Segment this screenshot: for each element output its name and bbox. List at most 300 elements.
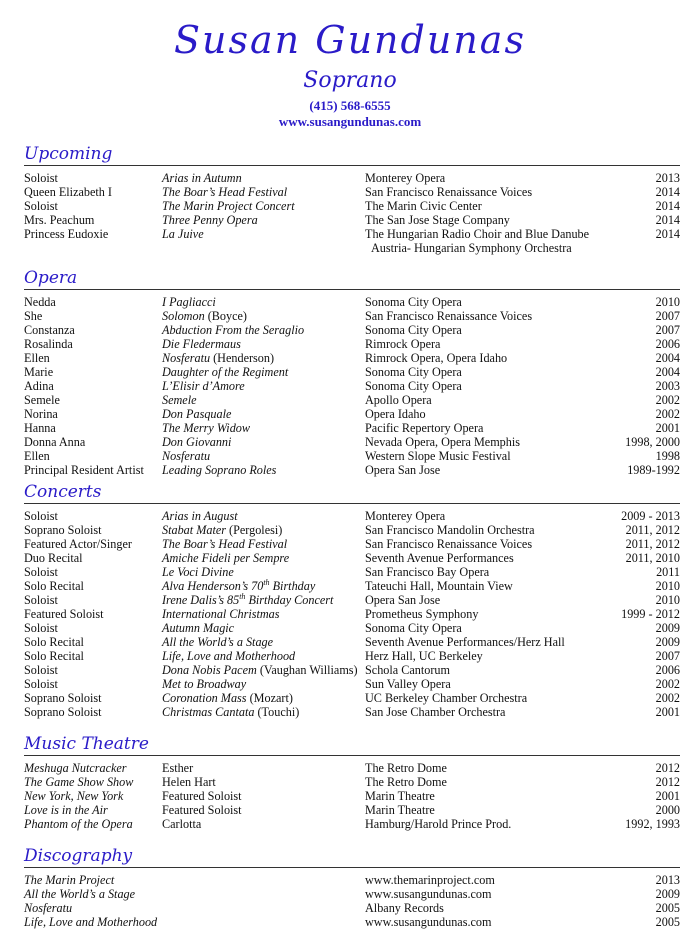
section-title-upcoming: Upcoming <box>24 144 680 166</box>
work-title <box>162 171 242 185</box>
label-source <box>365 887 492 901</box>
year <box>656 775 680 789</box>
work-title-text: Arias in Autumn <box>162 171 242 185</box>
show-title <box>24 817 133 831</box>
work-title-text: L’Elisir d’Amore <box>162 379 245 393</box>
label-source-text: Albany Records <box>365 901 444 915</box>
year <box>626 551 680 565</box>
role <box>24 691 102 705</box>
composer-note: (Pergolesi) <box>225 523 283 537</box>
list-item <box>24 537 680 551</box>
work-title-text: Daughter of the Regiment <box>162 365 289 379</box>
work-title-text: Alva Henderson’s 70 <box>162 579 264 593</box>
year <box>626 537 680 551</box>
list-item <box>24 213 680 227</box>
year-text: 2010 <box>655 593 680 607</box>
ordinal-suffix: th <box>263 577 270 587</box>
role <box>24 323 75 337</box>
year-text: 1998 <box>655 449 680 463</box>
work-title <box>162 565 234 579</box>
album-title <box>24 915 157 929</box>
company <box>365 509 445 523</box>
company <box>365 635 565 649</box>
role-text: Mrs. Peachum <box>24 213 95 227</box>
role <box>24 227 108 241</box>
show-title-text: Meshuga Nutcracker <box>24 761 127 775</box>
role-text: Soprano Soloist <box>24 705 102 719</box>
ordinal-suffix: th <box>239 591 246 601</box>
year <box>656 677 680 691</box>
year-text: 2011 <box>656 565 680 579</box>
voice-type: Soprano <box>303 68 397 93</box>
section-concerts <box>24 482 680 719</box>
show-title-text: Love is in the Air <box>24 803 108 817</box>
work-title <box>162 323 304 337</box>
company-text: The San Jose Stage Company <box>365 213 510 227</box>
role-text: Solo Recital <box>24 649 84 663</box>
role <box>24 199 58 213</box>
work-title <box>162 649 295 663</box>
year <box>656 705 680 719</box>
work-title-text: Die Fledermaus <box>162 337 241 351</box>
year-text: 2011, 2012 <box>625 523 680 537</box>
year <box>656 227 680 241</box>
year-text: 1989-1992 <box>627 463 680 477</box>
role-text: Soloist <box>24 565 58 579</box>
list-item <box>24 817 680 831</box>
company-text: Pacific Repertory Opera <box>365 421 484 435</box>
list-item <box>24 463 680 477</box>
work-title <box>162 365 288 379</box>
year <box>656 295 680 309</box>
role-text: Soloist <box>24 663 58 677</box>
year <box>656 873 680 887</box>
company <box>365 663 450 677</box>
show-title-text: The Game Show Show <box>24 775 134 789</box>
year <box>621 509 680 523</box>
company <box>365 393 432 407</box>
role <box>24 509 58 523</box>
list-item <box>24 901 680 915</box>
role-text: Featured Actor/Singer <box>24 537 132 551</box>
role <box>24 607 104 621</box>
list-item <box>24 915 680 929</box>
list-item <box>24 677 680 691</box>
label-source <box>365 915 492 929</box>
section-opera <box>24 268 680 477</box>
label-source-text: www.susangundunas.com <box>365 887 492 901</box>
year <box>656 199 680 213</box>
year-text: 2000 <box>655 803 680 817</box>
work-title <box>162 705 299 719</box>
year-text: 1992, 1993 <box>625 817 680 831</box>
role <box>24 393 60 407</box>
role-text: Featured Soloist <box>162 789 242 803</box>
role-text: Ellen <box>24 351 50 365</box>
work-title <box>162 185 287 199</box>
work-title-text: Irene Dalis’s 85 <box>162 593 240 607</box>
company-text: Hamburg/Harold Prince Prod. <box>365 817 512 831</box>
company-text: Rimrock Opera <box>365 337 441 351</box>
year <box>656 449 680 463</box>
work-title-text: Leading Soprano Roles <box>162 463 277 477</box>
list-item <box>24 309 680 323</box>
company <box>365 171 445 185</box>
company <box>365 775 447 789</box>
company <box>365 463 440 477</box>
role-text: Soloist <box>24 171 58 185</box>
album-title-text: Life, Love and Motherhood <box>24 915 158 929</box>
year-text: 2009 <box>655 635 680 649</box>
role-text: Hanna <box>24 421 56 435</box>
role <box>24 337 73 351</box>
show-title <box>24 775 133 789</box>
company <box>365 421 483 435</box>
company <box>365 379 462 393</box>
list-item <box>24 365 680 379</box>
role <box>24 449 50 463</box>
company-text: Monterey Opera <box>365 509 446 523</box>
company-text: The Retro Dome <box>365 761 447 775</box>
phone-number: (415) 568-6555 <box>309 98 391 113</box>
year <box>656 593 680 607</box>
performer-name: Susan Gundunas <box>174 18 526 62</box>
company <box>365 323 462 337</box>
work-title-text: Nosferatu <box>162 351 211 365</box>
year-text: 2013 <box>655 171 680 185</box>
year <box>656 635 680 649</box>
company-text: Opera Idaho <box>365 407 426 421</box>
music-theatre-list <box>24 761 680 831</box>
year-text: 2005 <box>655 901 680 915</box>
year-text: 2012 <box>655 775 680 789</box>
role <box>24 351 50 365</box>
year <box>656 323 680 337</box>
work-title-text: Solomon <box>162 309 205 323</box>
company <box>365 579 513 593</box>
list-item <box>24 227 680 241</box>
company <box>365 565 489 579</box>
list-item <box>24 509 680 523</box>
company-text: The Retro Dome <box>365 775 447 789</box>
year <box>656 565 680 579</box>
role <box>24 551 83 565</box>
year <box>656 309 680 323</box>
company-text: Nevada Opera, Opera Memphis <box>365 435 520 449</box>
year-text: 2007 <box>655 323 680 337</box>
company <box>365 213 510 227</box>
work-title <box>162 635 273 649</box>
composer-note: (Mozart) <box>246 691 293 705</box>
list-item <box>24 565 680 579</box>
list-item <box>24 887 680 901</box>
company <box>365 607 478 621</box>
year <box>656 407 680 421</box>
role <box>162 761 193 775</box>
company <box>365 199 482 213</box>
role-text: Soprano Soloist <box>24 691 102 705</box>
company-text: San Francisco Mandolin Orchestra <box>365 523 535 537</box>
work-title <box>162 407 231 421</box>
company-text: Herz Hall, UC Berkeley <box>365 649 483 663</box>
album-title-text: Nosferatu <box>24 901 73 915</box>
role <box>24 185 112 199</box>
year <box>656 887 680 901</box>
role-text: Adina <box>24 379 54 393</box>
list-item <box>24 199 680 213</box>
year-text: 2002 <box>655 677 680 691</box>
year-text: 2009 <box>655 621 680 635</box>
list-item <box>24 171 680 185</box>
year <box>656 789 680 803</box>
work-title-text: Three Penny Opera <box>162 213 258 227</box>
work-title <box>162 551 289 565</box>
list-item <box>24 435 680 449</box>
list-item <box>24 523 680 537</box>
year-text: 2014 <box>655 227 680 241</box>
company-text: Sonoma City Opera <box>365 379 462 393</box>
role <box>24 565 58 579</box>
year <box>656 901 680 915</box>
role-text: Soloist <box>24 621 58 635</box>
work-title-text: Met to Broadway <box>162 677 247 691</box>
company-text: Western Slope Music Festival <box>365 449 511 463</box>
list-item <box>24 407 680 421</box>
list-item <box>24 803 680 817</box>
year-text: 2003 <box>655 379 680 393</box>
list-item <box>24 241 680 255</box>
company <box>365 407 426 421</box>
company <box>365 691 527 705</box>
company-text: Monterey Opera <box>365 171 446 185</box>
role <box>162 817 201 831</box>
role <box>162 789 242 803</box>
work-title <box>162 607 279 621</box>
year <box>656 649 680 663</box>
year-text: 2014 <box>655 199 680 213</box>
year-text: 2014 <box>655 213 680 227</box>
work-title <box>162 463 276 477</box>
list-item <box>24 873 680 887</box>
list-item <box>24 761 680 775</box>
year-text: 2014 <box>655 185 680 199</box>
year <box>656 185 680 199</box>
company-text: San Francisco Bay Opera <box>365 565 490 579</box>
year-text: 2002 <box>655 393 680 407</box>
company-text: Seventh Avenue Performances/Herz Hall <box>365 635 565 649</box>
role-text: Duo Recital <box>24 551 83 565</box>
role <box>24 677 58 691</box>
work-title <box>162 309 247 323</box>
year <box>625 817 680 831</box>
role <box>24 621 58 635</box>
section-music-theatre <box>24 734 680 831</box>
year <box>656 761 680 775</box>
company-text: Sonoma City Opera <box>365 323 462 337</box>
work-title <box>162 421 250 435</box>
role-text: Principal Resident Artist <box>24 463 144 477</box>
role <box>24 295 56 309</box>
year-text: 2010 <box>655 579 680 593</box>
list-item <box>24 379 680 393</box>
work-title <box>162 593 333 607</box>
role <box>24 421 56 435</box>
work-title <box>162 523 282 537</box>
composer-note: (Boyce) <box>204 309 247 323</box>
work-title <box>162 199 295 213</box>
role <box>162 803 242 817</box>
list-item <box>24 185 680 199</box>
company <box>365 649 483 663</box>
discography-list <box>24 873 680 929</box>
company-text: Sonoma City Opera <box>365 621 462 635</box>
company-text: San Francisco Renaissance Voices <box>365 309 533 323</box>
year-text: 2006 <box>655 337 680 351</box>
role-text: Solo Recital <box>24 579 84 593</box>
list-item <box>24 393 680 407</box>
role-text: Soloist <box>24 199 58 213</box>
role-text: Helen Hart <box>162 775 216 789</box>
list-item <box>24 579 680 593</box>
album-title-text: The Marin Project <box>24 873 115 887</box>
year-text: 2002 <box>655 691 680 705</box>
year-text: 2001 <box>655 705 680 719</box>
role-text: Nedda <box>24 295 56 309</box>
company <box>365 705 505 719</box>
work-title <box>162 449 210 463</box>
composer-note: (Vaughan Williams) <box>256 663 358 677</box>
company <box>365 295 462 309</box>
work-title <box>162 213 258 227</box>
website-link[interactable]: www.susangundunas.com <box>278 114 422 129</box>
year <box>626 523 680 537</box>
role-text: Princess Eudoxie <box>24 227 109 241</box>
company <box>365 351 507 365</box>
role-text: She <box>24 309 43 323</box>
year <box>621 607 680 621</box>
list-item <box>24 663 680 677</box>
list-item <box>24 295 680 309</box>
list-item <box>24 607 680 621</box>
year <box>656 337 680 351</box>
year-text: 2011, 2012 <box>625 537 680 551</box>
list-item <box>24 691 680 705</box>
company-text: Marin Theatre <box>365 789 435 803</box>
work-title-text: Life, Love and Motherhood <box>162 649 296 663</box>
year <box>656 421 680 435</box>
album-title-text: All the World’s a Stage <box>24 887 136 901</box>
company <box>365 227 589 241</box>
company <box>365 551 514 565</box>
section-title-music-theatre: Music Theatre <box>24 734 680 756</box>
company <box>365 817 511 831</box>
work-title <box>162 295 216 309</box>
work-title <box>162 691 293 705</box>
section-upcoming <box>24 144 680 255</box>
work-title-text: Le Voci Divine <box>162 565 234 579</box>
work-title <box>162 509 238 523</box>
role-text: Queen Elizabeth I <box>24 185 112 199</box>
year <box>625 435 680 449</box>
company-text: Opera San Jose <box>365 593 441 607</box>
work-title <box>162 537 287 551</box>
role-text: Soprano Soloist <box>24 523 102 537</box>
year-text: 2013 <box>655 873 680 887</box>
year-text: 2009 - 2013 <box>621 509 680 523</box>
company-text: San Jose Chamber Orchestra <box>365 705 506 719</box>
work-title <box>162 351 274 365</box>
work-title <box>162 677 246 691</box>
year-text: 2004 <box>655 351 680 365</box>
role-text: Featured Soloist <box>162 803 242 817</box>
work-title-text: Nosferatu <box>162 449 211 463</box>
role <box>24 463 144 477</box>
work-title <box>162 227 204 241</box>
list-item <box>24 421 680 435</box>
work-title-text: Semele <box>162 393 197 407</box>
role <box>24 435 85 449</box>
company-text: San Francisco Renaissance Voices <box>365 537 533 551</box>
work-title-text: The Boar’s Head Festival <box>162 537 288 551</box>
year-text: 2011, 2010 <box>625 551 680 565</box>
company <box>365 449 511 463</box>
role <box>24 365 53 379</box>
list-item <box>24 775 680 789</box>
year-text: 2012 <box>655 761 680 775</box>
company <box>365 309 532 323</box>
year-text: 2002 <box>655 407 680 421</box>
work-title-text: Coronation Mass <box>162 691 247 705</box>
role-text: Rosalinda <box>24 337 73 351</box>
upcoming-list <box>24 171 680 255</box>
role <box>24 649 84 663</box>
role-text: Marie <box>24 365 54 379</box>
list-item <box>24 551 680 565</box>
work-title-text: Abduction From the Seraglio <box>162 323 305 337</box>
role <box>24 213 94 227</box>
section-discography <box>24 846 680 929</box>
label-source-text: www.themarinproject.com <box>365 873 495 887</box>
year <box>656 663 680 677</box>
year <box>656 171 680 185</box>
show-title <box>24 789 123 803</box>
role <box>24 593 58 607</box>
work-title-text: Don Pasquale <box>162 407 232 421</box>
company <box>365 593 440 607</box>
company-text: The Hungarian Radio Choir and Blue Danube <box>365 227 590 241</box>
label-source <box>365 873 495 887</box>
year-text: 2006 <box>655 663 680 677</box>
company-text: Marin Theatre <box>365 803 435 817</box>
role <box>162 775 216 789</box>
label-source-text: www.susangundunas.com <box>365 915 492 929</box>
year-text: 2010 <box>655 295 680 309</box>
year <box>656 579 680 593</box>
role-text: Ellen <box>24 449 50 463</box>
list-item <box>24 449 680 463</box>
list-item <box>24 351 680 365</box>
role <box>24 171 58 185</box>
work-title-text: All the World’s a Stage <box>162 635 274 649</box>
role <box>24 635 84 649</box>
concerts-list <box>24 509 680 719</box>
show-title-text: New York, New York <box>24 789 124 803</box>
work-title <box>162 393 197 407</box>
company-text: San Francisco Renaissance Voices <box>365 185 533 199</box>
year <box>656 691 680 705</box>
company-text: Prometheus Symphony <box>365 607 479 621</box>
company-text: Schola Cantorum <box>365 663 450 677</box>
